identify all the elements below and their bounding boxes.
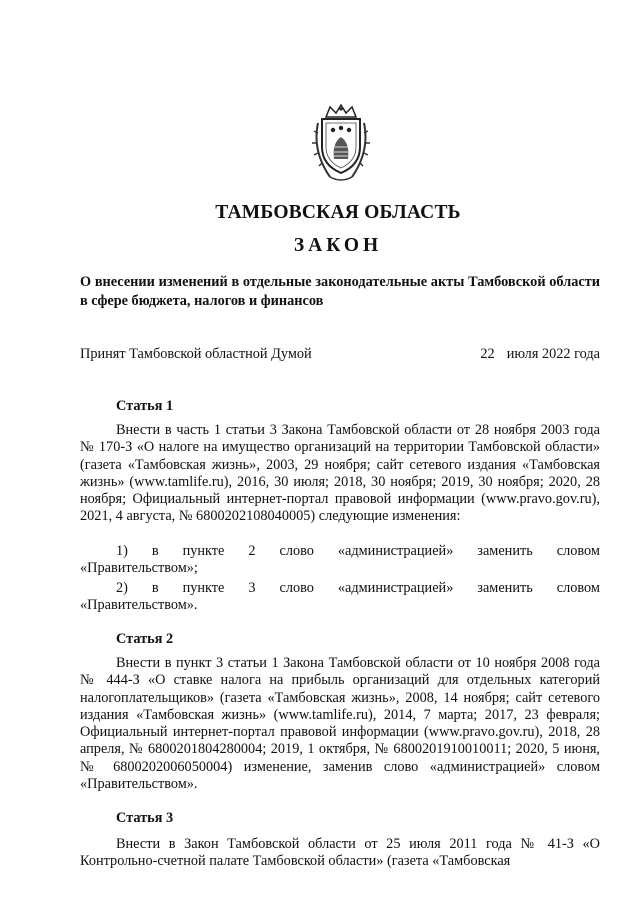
item-2-word: в [151,580,159,596]
item-1-word: словом [556,543,600,559]
article-3-text: Внести в Закон Тамбовской области от 25 июля 2011 года № 41-З «О Контрольно-счетной палате Тамбовской области» (газета «Тамбовская [80,836,600,870]
item-2-end: «Правительством». [80,597,198,614]
item-1-words [80,543,600,560]
adoption-day: 22 [480,346,495,362]
item-1-word: в [151,543,159,559]
item-1-word: пункте [182,543,225,559]
article-1-heading: Статья 1 [116,398,174,414]
law-subject: О внесении изменений в отдельные законодательные акты Тамбовской области в сфере бюджета, налогов и финансов [80,274,600,309]
item-1-word: заменить [477,543,533,559]
article-2-heading: Статья 2 [116,631,174,647]
item-2-word: 3 [248,580,256,596]
item-2-word: словом [556,580,600,596]
item-1-word: «администрацией» [337,543,454,559]
adoption-line [80,346,600,363]
article-1-intro: Внести в часть 1 статьи 3 Закона Тамбовской области от 28 ноября 2003 года № 170-З «О налоге на имущество организаций на территории Тамбовской области» (газета «Тамбовская жизнь», 2003, 29 ноября; сайт сетевого издания «Тамбовская жизнь» (www.tamlife.ru), 2016, 30 июля; 2018, 30 ноября; 2019, 30 ноября; 2020, 28 ноября; Официальный интернет-портал правовой информации (www.pravo.gov.ru), 2021, 4 августа, № 6800202108040005) следующие изменения: [80,422,600,525]
adoption-label: Принят Тамбовской областной Думой [80,346,312,362]
item-1-word: 2 [248,543,256,559]
article-1-item-1 [80,543,600,578]
article-2-text: Внести в пункт 3 статьи 1 Закона Тамбовской области от 10 ноября 2008 года № 444-З «О ставке налога на прибыль организаций для отдельных категорий налогоплательщиков» (газета «Тамбовская жизнь», 2008, 14 ноября; сайт сетевого издания «Тамбовская жизнь» (www.tamlife.ru), 2014, 7 марта; 2017, 23 февраля; Официальный интернет-портал правовой информации (www.pravo.gov.ru), 2018, 28 апреля, № 6800201804280004; 2019, 1 октября, № 6800201910010011; 2020, 5 июня, № 6800202006050004) изменение, заменив слово «администрацией» словом «Правительством». [80,655,600,793]
item-1-word: слово [279,543,314,559]
item-2-word: пункте [182,580,225,596]
item-1-word: 1) [116,543,128,559]
region-title: ТАМБОВСКАЯ ОБЛАСТЬ [215,202,461,223]
item-1-end: «Правительством»; [80,560,198,577]
document-type-title: ЗАКОН [293,235,383,256]
item-2-word: заменить [477,580,533,596]
item-2-word: 2) [116,580,128,596]
item-2-words [80,580,600,597]
adoption-date [480,346,600,363]
item-2-word: слово [279,580,314,596]
article-1-item-2 [80,580,600,615]
coat-of-arms-icon [312,103,370,183]
article-3-heading: Статья 3 [116,810,174,826]
adoption-month-year: июля 2022 года [506,346,600,362]
item-2-word: «администрацией» [337,580,454,596]
